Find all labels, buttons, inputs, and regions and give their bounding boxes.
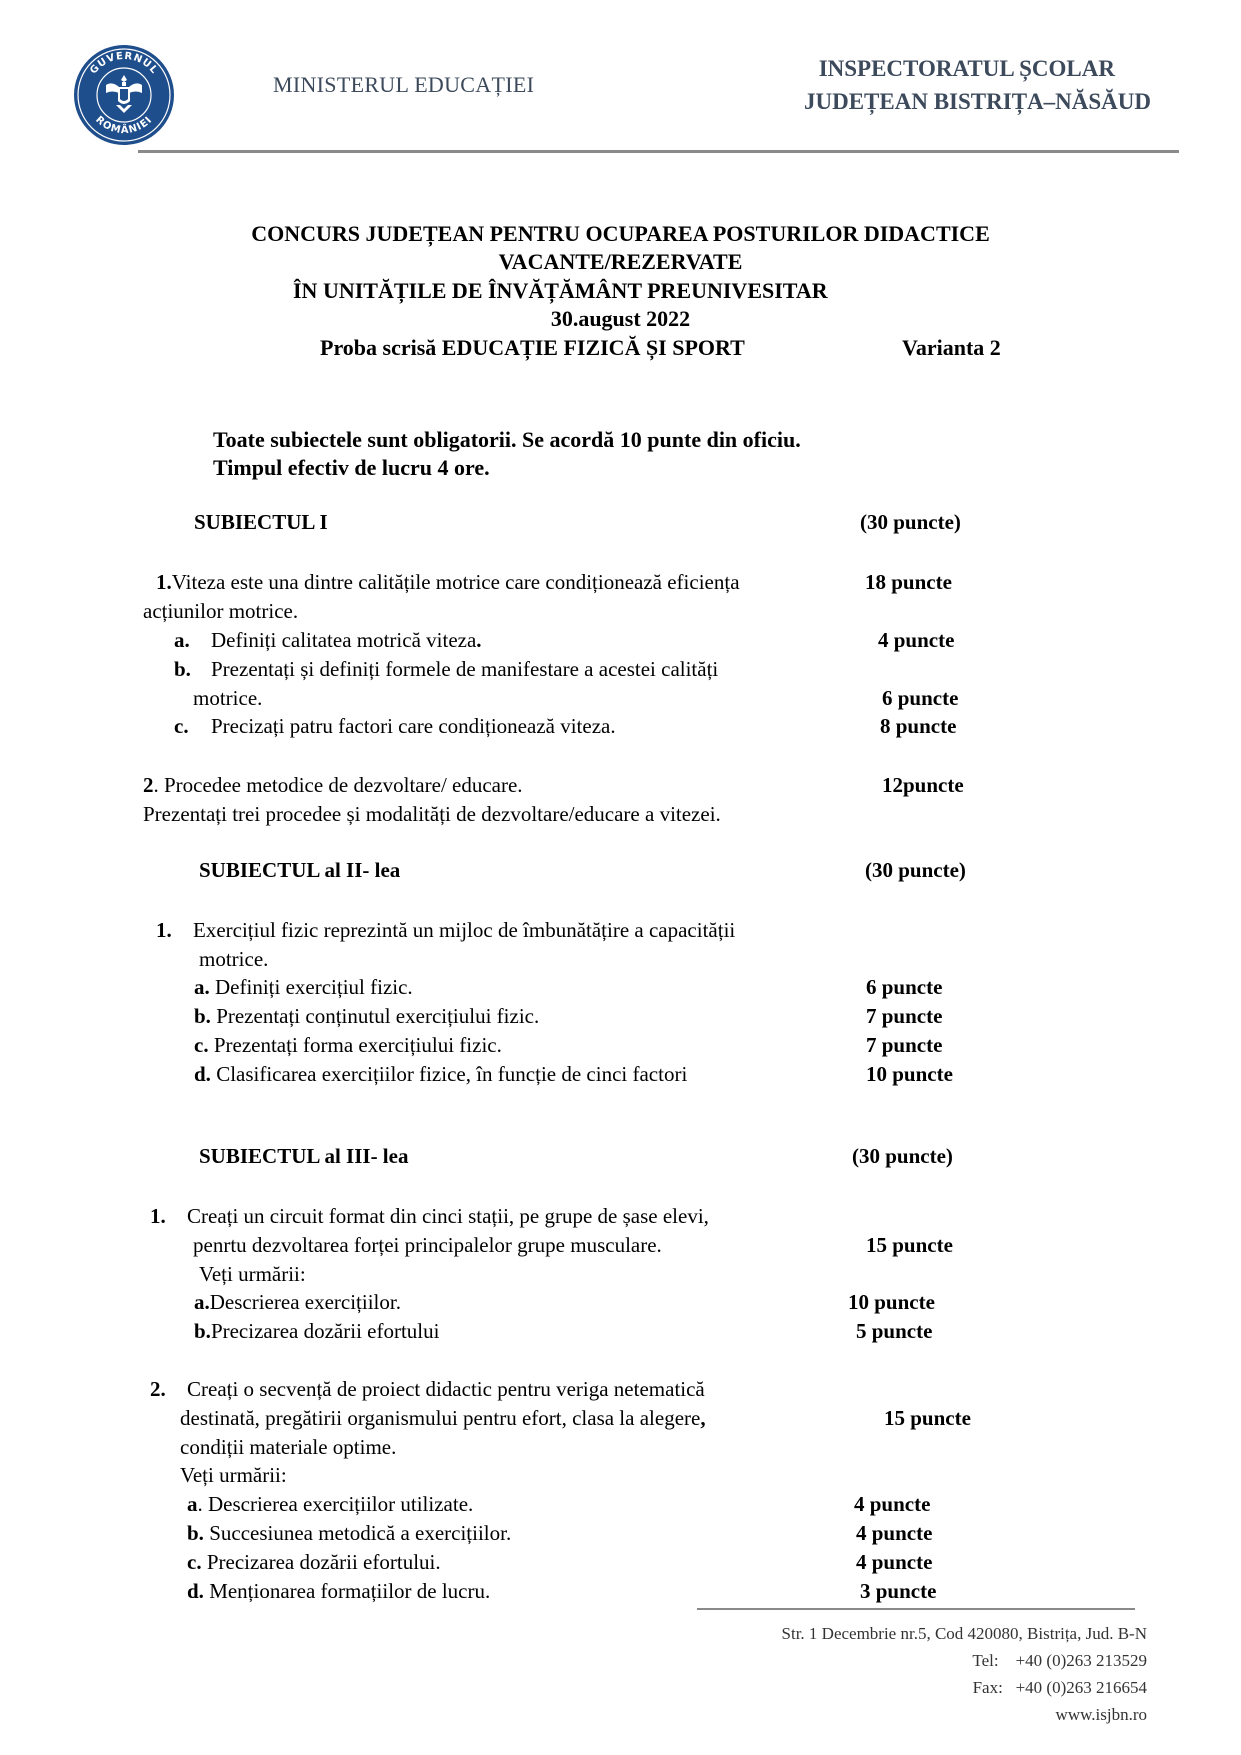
footer-fax — [973, 1678, 1147, 1698]
s3-q1b-points: 5 puncte — [856, 1319, 933, 1343]
s3-q1a-points: 10 puncte — [848, 1290, 935, 1314]
s3-q2b-label: b. — [187, 1521, 204, 1545]
instructions-line-1: Toate subiectele sunt obligatorii. Se acordă 10 punte din oficiu. — [213, 427, 801, 452]
s1-q1b-points: 6 puncte — [882, 686, 959, 710]
s2-qd-text: Clasificarea exercițiilor fizice, în funcție de cinci factori — [216, 1062, 688, 1086]
s2-qc-label: c. — [194, 1033, 209, 1057]
s3-q1-continuation: penrtu dezvoltarea forței principalelor grupe musculare. — [193, 1233, 662, 1257]
s1-q1b-label: b. — [174, 657, 191, 681]
s2-qa-label: a. — [194, 975, 210, 999]
s3-q1-points: 15 puncte — [866, 1233, 953, 1257]
s3-q2-text: Creați o secvență de proiect didactic pentru veriga netematică — [187, 1377, 705, 1401]
s2-qa-text: Definiți exercițiul fizic. — [215, 975, 413, 999]
s3-q1a-line — [194, 1290, 401, 1315]
s2-q1-continuation: motrice. — [199, 947, 269, 971]
s2-qb-text: Prezentați conținutul exercițiului fizic. — [216, 1004, 540, 1028]
subject-2-heading: SUBIECTUL al II- lea — [199, 858, 401, 882]
inspectorate-name: INSPECTORATUL ȘCOLAR — [818, 56, 1115, 81]
s2-qd-line — [194, 1062, 687, 1087]
government-seal-logo — [72, 43, 176, 147]
s2-qc-points: 7 puncte — [866, 1033, 943, 1057]
s1-q1c-label: c. — [174, 714, 189, 738]
s2-q1-text: Exercițiul fizic reprezintă un mijloc de îmbunătățire a capacității — [193, 918, 736, 942]
s1-q2-number: 2 — [143, 773, 154, 797]
s1-q1b-text: Prezentați și definiți formele de manifestare a acestei calități — [211, 657, 719, 681]
s1-q2-continuation: Prezentați trei procedee și modalități de dezvoltare/educare a vitezei. — [143, 802, 721, 826]
exam-date: 30.august 2022 — [550, 306, 691, 331]
s1-q2-points: 12puncte — [882, 773, 964, 797]
title-line-2: VACANTE/REZERVATE — [498, 249, 743, 274]
s3-q1b-label: b. — [194, 1319, 211, 1343]
s1-q2-text: . Procedee metodice de dezvoltare/ educare. — [153, 773, 523, 797]
s3-q2b-line — [187, 1521, 511, 1546]
s3-q2d-line — [187, 1579, 490, 1604]
s3-q2-points: 15 puncte — [884, 1406, 971, 1430]
instructions-line-2: Timpul efectiv de lucru 4 ore. — [213, 455, 490, 480]
s2-q1-number: 1. — [156, 918, 172, 942]
s3-q2d-text: Menționarea formațiilor de lucru. — [209, 1579, 491, 1603]
subject-1-points: (30 puncte) — [860, 510, 961, 534]
footer-fax-number: +40 (0)263 216654 — [1015, 1678, 1147, 1697]
s3-q1a-label: a. — [194, 1290, 210, 1314]
footer-website[interactable]: www.isjbn.ro — [1055, 1705, 1147, 1724]
s3-q2c-label: c. — [187, 1550, 202, 1574]
svg-text:ROMÂNIEI: ROMÂNIEI — [93, 114, 155, 137]
s1-q1-points: 18 puncte — [865, 570, 952, 594]
s1-q1a-text: Definiți calitatea motrică viteza — [211, 628, 477, 652]
exam-subject: Proba scrisă EDUCAȚIE FIZICĂ ȘI SPORT — [320, 335, 745, 360]
header-divider — [138, 150, 1179, 153]
s3-q2-comma: , — [700, 1406, 706, 1430]
footer-tel-label: Tel: — [972, 1651, 999, 1670]
ministry-name: MINISTERUL EDUCAȚIEI — [273, 72, 535, 97]
s2-qd-points: 10 puncte — [866, 1062, 953, 1086]
s3-q2c-line — [187, 1550, 441, 1575]
s3-q1-number: 1. — [150, 1204, 166, 1228]
subject-2-points: (30 puncte) — [865, 858, 966, 882]
svg-text:GUVERNUL: GUVERNUL — [88, 50, 160, 77]
subject-1-heading: SUBIECTUL I — [194, 510, 328, 534]
s1-q1a-dot: . — [476, 628, 482, 652]
s3-q2c-points: 4 puncte — [856, 1550, 933, 1574]
s2-qa-line — [194, 975, 413, 1000]
s2-qb-label: b. — [194, 1004, 211, 1028]
s1-q1-number: 1. — [156, 570, 172, 594]
s1-q1a-line — [211, 628, 482, 653]
s3-q2a-text: . Descrierea exercițiilor utilizate. — [197, 1492, 474, 1516]
s2-qa-points: 6 puncte — [866, 975, 943, 999]
s3-q2d-label: d. — [187, 1579, 204, 1603]
s1-q1-continuation: acțiunilor motrice. — [143, 599, 299, 623]
subject-3-points: (30 puncte) — [852, 1144, 953, 1168]
subject-3-heading: SUBIECTUL al III- lea — [199, 1144, 409, 1168]
s1-q2-line — [143, 773, 523, 798]
s3-q2a-points: 4 puncte — [854, 1492, 931, 1516]
s3-q2c-text: Precizarea dozării efortului. — [206, 1550, 441, 1574]
s3-q1b-line — [194, 1319, 439, 1344]
s3-q2-follow: Veți urmării: — [180, 1463, 287, 1487]
s3-q1a-text: Descrierea exercițiilor. — [209, 1290, 401, 1314]
s3-q2a-line — [187, 1492, 473, 1517]
s3-q1-follow: Veți urmării: — [199, 1262, 306, 1286]
footer-divider — [697, 1608, 1135, 1610]
s1-q1c-points: 8 puncte — [880, 714, 957, 738]
s1-q1-text: Viteza este una dintre calitățile motrice care condiționează eficiența — [171, 570, 740, 594]
footer-tel — [972, 1651, 1147, 1671]
title-line-3: ÎN UNITĂȚILE DE ÎNVĂȚĂMÂNT PREUNIVESITAR — [293, 278, 828, 303]
s2-qd-label: d. — [194, 1062, 211, 1086]
s3-q2-number: 2. — [150, 1377, 166, 1401]
exam-variant: Varianta 2 — [902, 335, 1001, 360]
s1-q1b-continuation: motrice. — [193, 686, 263, 710]
s3-q1b-text: Precizarea dozării efortului — [210, 1319, 440, 1343]
s3-q2b-text: Succesiunea metodică a exercițiilor. — [209, 1521, 512, 1545]
s2-qb-points: 7 puncte — [866, 1004, 943, 1028]
s3-q2a-label: a — [187, 1492, 198, 1516]
footer-address: Str. 1 Decembrie nr.5, Cod 420080, Bistrița, Jud. B-N — [781, 1624, 1147, 1643]
s3-q1-text: Creați un circuit format din cinci stații, pe grupe de șase elevi, — [187, 1204, 709, 1228]
inspectorate-county: JUDEȚEAN BISTRIȚA–NĂSĂUD — [804, 89, 1151, 114]
s3-q2b-points: 4 puncte — [856, 1521, 933, 1545]
s3-q2-continuation-1 — [180, 1406, 706, 1431]
footer-fax-label: Fax: — [972, 1678, 1003, 1697]
s1-q1a-points: 4 puncte — [878, 628, 955, 652]
s3-q2-cont1-text: destinată, pregătirii organismului pentru efort, clasa la alegere — [180, 1406, 701, 1430]
title-line-1: CONCURS JUDEȚEAN PENTRU OCUPAREA POSTURILOR DIDACTICE — [251, 221, 990, 246]
s1-q1-line — [156, 570, 740, 595]
s1-q1a-label: a. — [174, 628, 190, 652]
footer-tel-number: +40 (0)263 213529 — [1015, 1651, 1147, 1670]
s3-q2-continuation-2: condiții materiale optime. — [180, 1435, 397, 1459]
s2-qc-text: Prezentați forma exercițiului fizic. — [213, 1033, 502, 1057]
s2-qb-line — [194, 1004, 539, 1029]
s2-qc-line — [194, 1033, 502, 1058]
s3-q2d-points: 3 puncte — [860, 1579, 937, 1603]
s1-q1c-text: Precizați patru factori care condiționează viteza. — [211, 714, 616, 738]
